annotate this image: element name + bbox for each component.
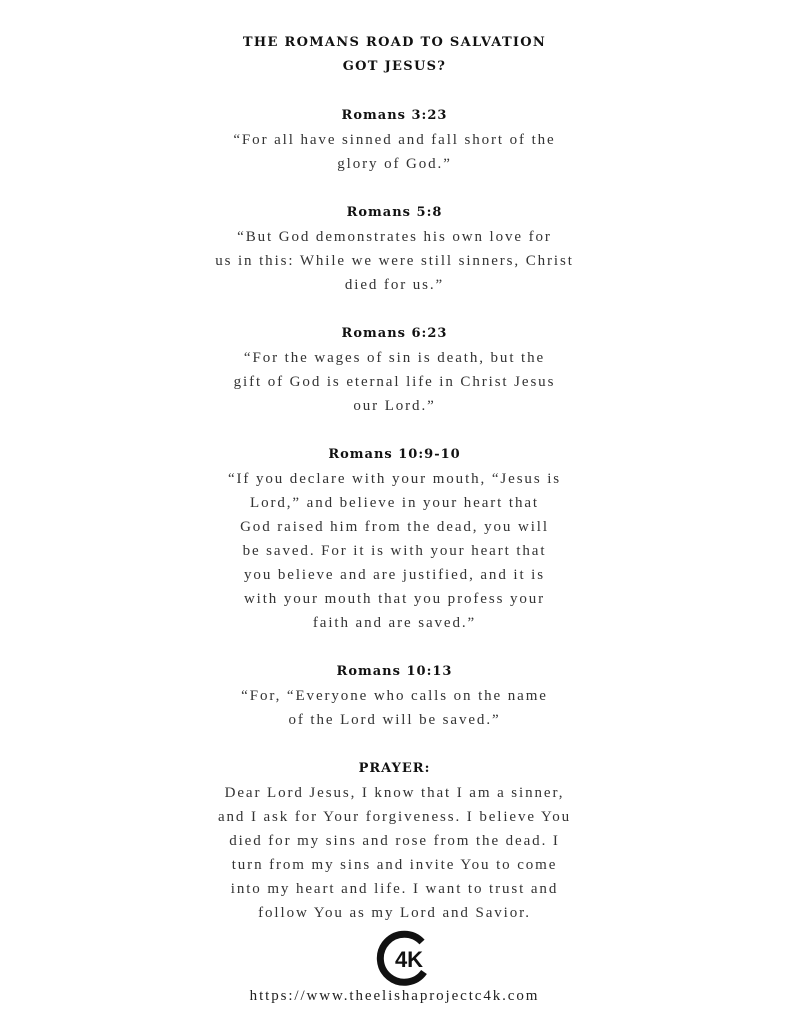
section-heading: Romans 5:8 xyxy=(346,205,443,220)
section-heading: Romans 3:23 xyxy=(341,108,448,123)
section-text-line: died for us.” xyxy=(344,277,445,293)
verse-section xyxy=(0,104,789,176)
verse-section xyxy=(0,443,789,635)
section-text-line: God raised him from the dead, you will xyxy=(240,519,549,535)
verse-section xyxy=(0,201,789,297)
section-text-line: “For, “Everyone who calls on the name xyxy=(241,688,548,704)
section-heading: Romans 10:13 xyxy=(336,664,453,679)
section-text-line: you believe and are justified, and it is xyxy=(244,567,545,583)
section-text-line: glory of God.” xyxy=(337,156,452,172)
document-title: THE ROMANS ROAD TO SALVATION xyxy=(242,35,547,50)
section-text-line: “If you declare with your mouth, “Jesus is xyxy=(227,471,562,487)
document-page xyxy=(0,31,789,925)
svg-text:4K: 4K xyxy=(394,947,424,972)
section-text-line: be saved. For it is with your heart that xyxy=(242,543,547,559)
section-text-line: “For the wages of sin is death, but the xyxy=(243,350,546,366)
verse-section xyxy=(0,322,789,418)
section-text-line: into my heart and life. I want to trust and xyxy=(230,881,559,897)
elisha-project-c4k-logo xyxy=(376,930,432,986)
section-text-line: faith and are saved.” xyxy=(312,615,477,631)
section-text-line: our Lord.” xyxy=(353,398,436,414)
section-text-line: of the Lord will be saved.” xyxy=(288,712,501,728)
section-text-line: and I ask for Your forgiveness. I believe You xyxy=(217,809,572,825)
section-text-line: died for my sins and rose from the dead. I xyxy=(229,833,560,849)
section-heading: Romans 10:9-10 xyxy=(328,447,461,462)
section-heading: PRAYER: xyxy=(358,761,431,776)
section-text-line: “For all have sinned and fall short of the xyxy=(233,132,556,148)
section-text-line: “But God demonstrates his own love for xyxy=(237,229,552,245)
section-text-line: gift of God is eternal life in Christ Jesus xyxy=(233,374,556,390)
section-text-line: us in this: While we were still sinners, Christ xyxy=(215,253,574,269)
section-text-line: Lord,” and believe in your heart that xyxy=(250,495,539,511)
verse-section xyxy=(0,757,789,925)
verse-section xyxy=(0,660,789,732)
section-text-line: Dear Lord Jesus, I know that I am a sinner, xyxy=(224,785,565,801)
section-text-line: with your mouth that you profess your xyxy=(243,591,546,607)
section-text-line: follow You as my Lord and Savior. xyxy=(258,905,531,921)
section-text-line: turn from my sins and invite You to come xyxy=(231,857,558,873)
website-url[interactable]: https://www.theelishaprojectc4k.com xyxy=(249,988,540,1004)
section-heading: Romans 6:23 xyxy=(341,326,448,341)
document-subtitle: GOT JESUS? xyxy=(342,59,447,74)
